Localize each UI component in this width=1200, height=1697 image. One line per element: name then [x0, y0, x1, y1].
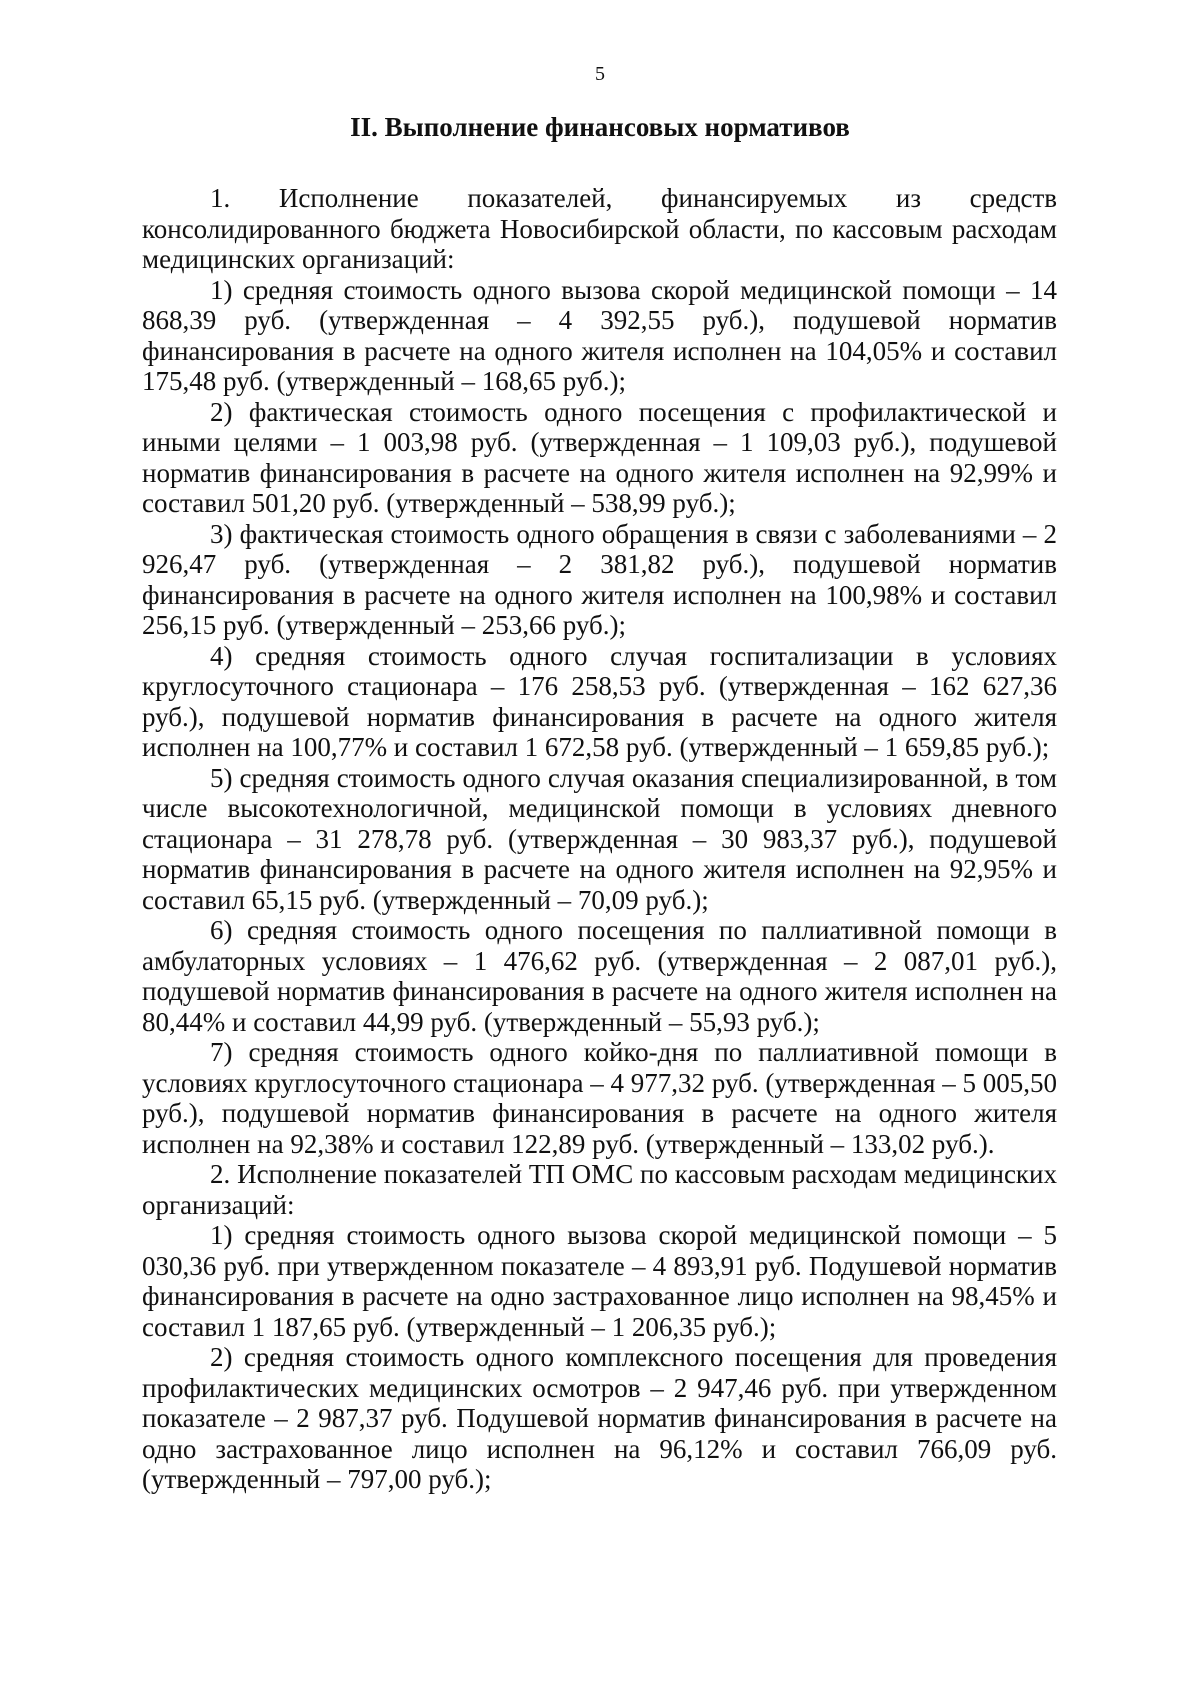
paragraph-item-1-1: 1) средняя стоимость одного вызова скорой медицинской помощи – 14 868,39 руб. (утвержденная – 4 392,55 руб.), подушевой норматив финансирования в расчете на одного жителя исполнен на 104,05% и составил 175,48 руб. (утвержденный – 168,65 руб.); [142, 274, 1057, 396]
paragraph-section-2-intro: 2. Исполнение показателей ТП ОМС по кассовым расходам медицинских организаций: [142, 1159, 1057, 1220]
document-body [142, 183, 1057, 1495]
paragraph-item-1-3: 3) фактическая стоимость одного обращения в связи с заболеваниями – 2 926,47 руб. (утвержденная – 2 381,82 руб.), подушевой норматив финансирования в расчете на одного жителя исполнен на 100,98% и составил 256,15 руб. (утвержденный – 253,66 руб.); [142, 518, 1057, 640]
paragraph-section-1-intro: 1. Исполнение показателей, финансируемых из средств консолидированного бюджета Новосибирской области, по кассовым расходам медицинских организаций: [142, 183, 1057, 274]
paragraph-item-2-1: 1) средняя стоимость одного вызова скорой медицинской помощи – 5 030,36 руб. при утвержденном показателе – 4 893,91 руб. Подушевой норматив финансирования в расчете на одно застрахованное лицо исполнен на 98,45% и составил 1 187,65 руб. (утвержденный – 1 206,35 руб.); [142, 1220, 1057, 1342]
page-number: 5 [595, 63, 605, 85]
paragraph-item-2-2: 2) средняя стоимость одного комплексного посещения для проведения профилактических медицинских осмотров – 2 947,46 руб. при утвержденном показателе – 2 987,37 руб. Подушевой норматив финансирования в расчете на одно застрахованное лицо исполнен на 96,12% и составил 766,09 руб. (утвержденный – 797,00 руб.); [142, 1342, 1057, 1494]
paragraph-item-1-7: 7) средняя стоимость одного койко-дня по паллиативной помощи в условиях круглосуточного стационара – 4 977,32 руб. (утвержденная – 5 005,50 руб.), подушевой норматив финансирования в расчете на одного жителя исполнен на 92,38% и составил 122,89 руб. (утвержденный – 133,02 руб.). [142, 1037, 1057, 1159]
paragraph-item-1-2: 2) фактическая стоимость одного посещения с профилактической и иными целями – 1 003,98 руб. (утвержденная – 1 109,03 руб.), подушевой норматив финансирования в расчете на одного жителя исполнен на 92,99% и составил 501,20 руб. (утвержденный – 538,99 руб.); [142, 396, 1057, 518]
paragraph-item-1-5: 5) средняя стоимость одного случая оказания специализированной, в том числе высокотехнологичной, медицинской помощи в условиях дневного стационара – 31 278,78 руб. (утвержденная – 30 983,37 руб.), подушевой норматив финансирования в расчете на одного жителя исполнен на 92,95% и составил 65,15 руб. (утвержденный – 70,09 руб.); [142, 762, 1057, 915]
section-title: II. Выполнение финансовых нормативов [350, 112, 850, 142]
paragraph-item-1-4: 4) средняя стоимость одного случая госпитализации в условиях круглосуточного стационара – 176 258,53 руб. (утвержденная – 162 627,36 руб.), подушевой норматив финансирования в расчете на одного жителя исполнен на 100,77% и составил 1 672,58 руб. (утвержденный – 1 659,85 руб.); [142, 640, 1057, 762]
paragraph-item-1-6: 6) средняя стоимость одного посещения по паллиативной помощи в амбулаторных условиях – 1 476,62 руб. (утвержденная – 2 087,01 руб.), подушевой норматив финансирования в расчете на одного жителя исполнен на 80,44% и составил 44,99 руб. (утвержденный – 55,93 руб.); [142, 915, 1057, 1037]
